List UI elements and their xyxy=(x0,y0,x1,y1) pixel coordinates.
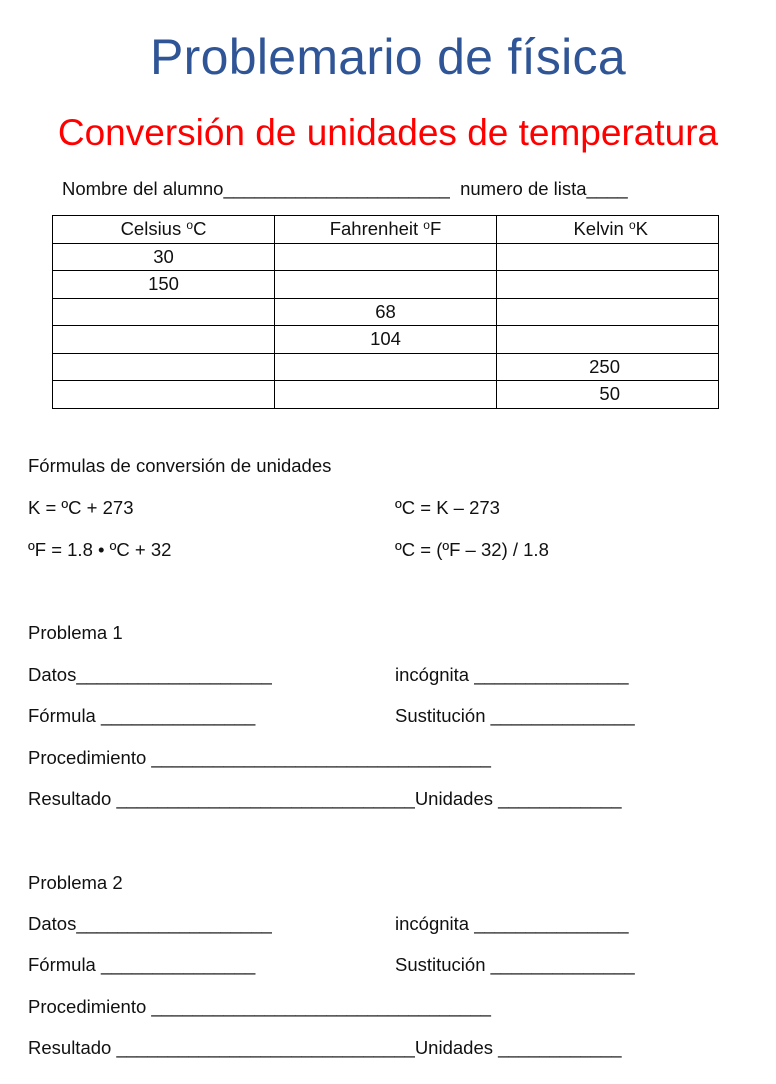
problem-2-sustitucion-field[interactable]: Sustitución ______________ xyxy=(395,954,635,975)
table-cell xyxy=(275,243,497,271)
table-cell xyxy=(275,381,497,409)
table-row xyxy=(53,298,719,326)
table-cell xyxy=(275,271,497,299)
table-cell xyxy=(53,353,275,381)
problem-1-resultado-field[interactable]: Resultado _____________________________Unidades ____________ xyxy=(28,788,622,809)
table-cell xyxy=(53,381,275,409)
formula-kelvin-from-celsius: K = ºC + 273 xyxy=(28,497,134,518)
problem-2-procedimiento-field[interactable]: Procedimiento _________________________________ xyxy=(28,996,491,1017)
problem-1-formula-field[interactable]: Fórmula _______________ xyxy=(28,705,256,726)
header-kelvin: Kelvin $^o$K xyxy=(497,216,719,244)
table-row xyxy=(53,381,719,409)
table-cell xyxy=(497,298,719,326)
table-cell: 150 xyxy=(53,271,275,299)
table-cell: 30 xyxy=(53,243,275,271)
header-celsius: Celsius $^o$C xyxy=(53,216,275,244)
formulas-heading: Fórmulas de conversión de unidades xyxy=(28,455,332,476)
table-cell xyxy=(497,271,719,299)
problem-1-procedimiento-field[interactable]: Procedimiento _________________________________ xyxy=(28,747,491,768)
formula-fahrenheit-from-celsius: ºF = 1.8 • ºC + 32 xyxy=(28,539,172,560)
problem-2-title: Problema 2 xyxy=(28,872,123,893)
table-row xyxy=(53,271,719,299)
problem-1-sustitucion-field[interactable]: Sustitución ______________ xyxy=(395,705,635,726)
table-cell xyxy=(53,326,275,354)
problem-1-datos-field[interactable]: Datos___________________ xyxy=(28,664,272,685)
problem-1-title: Problema 1 xyxy=(28,622,123,643)
table-cell: 104 xyxy=(275,326,497,354)
table-cell: 68 xyxy=(275,298,497,326)
table-row xyxy=(53,243,719,271)
problem-2-incognita-field[interactable]: incógnita _______________ xyxy=(395,913,629,934)
table-cell xyxy=(497,326,719,354)
student-name-line: Nombre del alumno______________________ numero de lista____ xyxy=(62,178,628,199)
problem-2-formula-field[interactable]: Fórmula _______________ xyxy=(28,954,256,975)
table-cell xyxy=(275,353,497,381)
problem-2-datos-field[interactable]: Datos___________________ xyxy=(28,913,272,934)
table-row xyxy=(53,353,719,381)
problem-2-resultado-field[interactable]: Resultado _____________________________Unidades ____________ xyxy=(28,1037,622,1058)
page-subtitle: Conversión de unidades de temperatura xyxy=(57,112,719,153)
formula-celsius-from-kelvin: ºC = K – 273 xyxy=(395,497,500,518)
header-fahrenheit: Fahrenheit $^o$F xyxy=(275,216,497,244)
table-cell: 50 xyxy=(497,381,719,409)
table-row xyxy=(53,326,719,354)
page-title: Problemario de física xyxy=(150,29,626,85)
conversion-table xyxy=(52,215,719,409)
table-cell: 250 xyxy=(497,353,719,381)
table-cell xyxy=(497,243,719,271)
table-cell xyxy=(53,298,275,326)
formula-celsius-from-fahrenheit: ºC = (ºF – 32) / 1.8 xyxy=(395,539,549,560)
table-header-row xyxy=(53,216,719,244)
problem-1-incognita-field[interactable]: incógnita _______________ xyxy=(395,664,629,685)
